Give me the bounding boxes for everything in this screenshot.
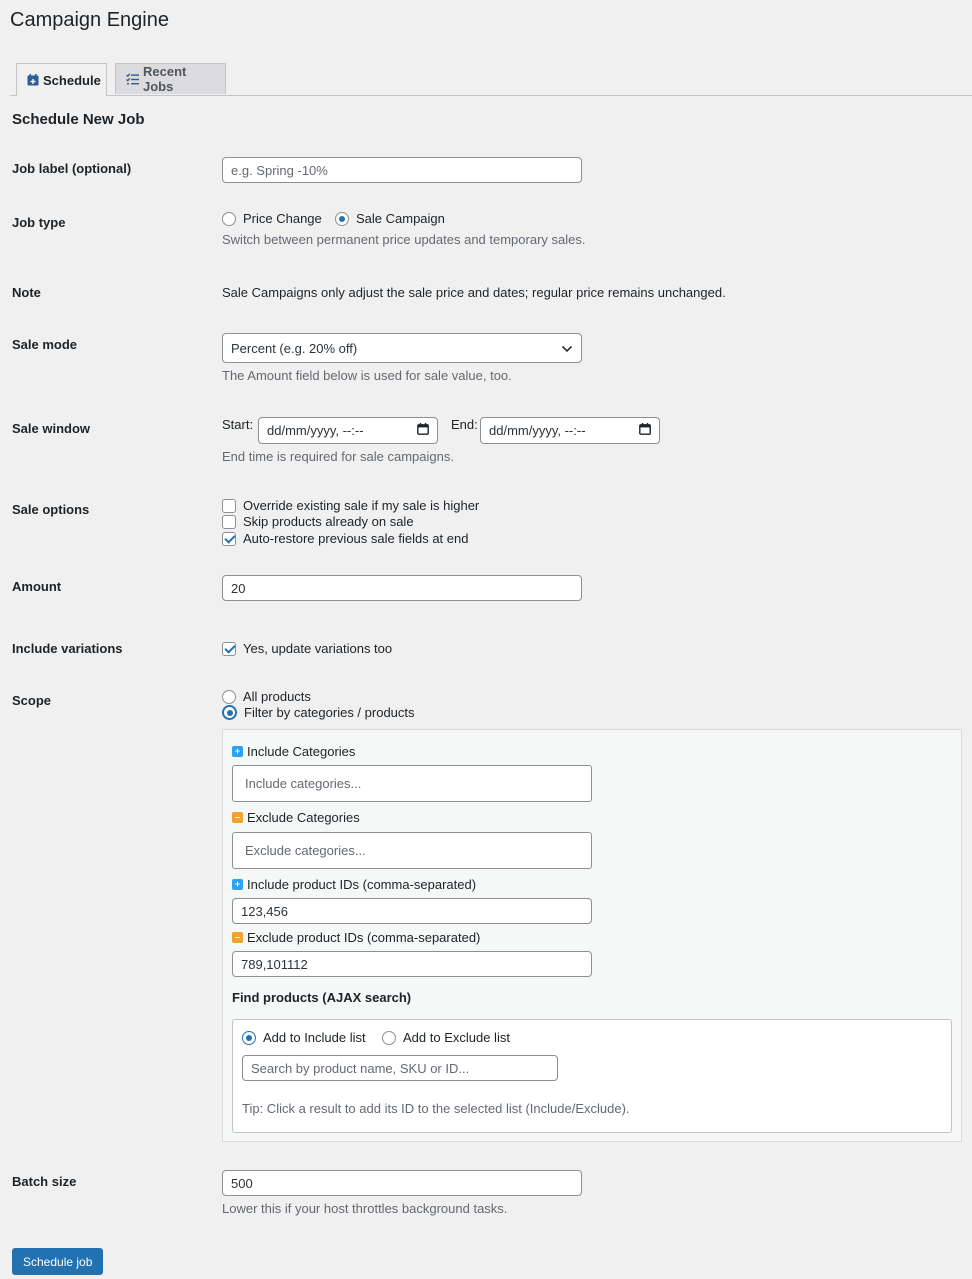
sale-option-auto-restore-checkbox[interactable] <box>222 532 236 546</box>
scope-all-products[interactable] <box>222 689 311 704</box>
include-categories-label-text: Include Categories <box>247 744 356 759</box>
exclude-ids-label <box>232 930 480 945</box>
job-type-sale-campaign[interactable] <box>335 211 445 226</box>
scope-filter-radio[interactable] <box>222 705 237 720</box>
checklist-icon <box>126 73 139 85</box>
sale-mode-label: Sale mode <box>12 337 78 352</box>
scope-filter-label: Filter by categories / products <box>244 705 415 720</box>
add-to-include-option[interactable] <box>242 1030 366 1045</box>
sale-option-override[interactable] <box>222 498 479 513</box>
sale-option-override-checkbox[interactable] <box>222 499 236 513</box>
sale-window-description: End time is required for sale campaigns. <box>222 449 454 464</box>
job-label-input[interactable] <box>222 157 582 183</box>
page-title: Campaign Engine <box>10 9 169 31</box>
job-type-price-change-radio[interactable] <box>222 212 236 226</box>
sale-window-start-label: Start: <box>222 417 254 432</box>
include-variations-option[interactable] <box>222 641 392 656</box>
include-variations-label: Include variations <box>12 641 123 656</box>
job-type-sale-campaign-label: Sale Campaign <box>356 211 445 226</box>
include-ids-input[interactable] <box>232 898 592 924</box>
batch-size-label: Batch size <box>12 1174 77 1189</box>
job-type-label: Job type <box>12 215 66 230</box>
exclude-ids-label-text: Exclude product IDs (comma-separated) <box>247 930 481 945</box>
add-to-exclude-radio[interactable] <box>382 1031 396 1045</box>
note-label: Note <box>12 285 41 300</box>
calendar-icon[interactable] <box>417 423 429 438</box>
chevron-down-icon <box>561 341 573 356</box>
job-type-sale-campaign-radio[interactable] <box>335 212 349 226</box>
exclude-categories-field[interactable] <box>232 832 592 869</box>
include-variations-option-label: Yes, update variations too <box>243 641 393 656</box>
sale-options-label: Sale options <box>12 502 90 517</box>
note-text: Sale Campaigns only adjust the sale price and dates; regular price remains unchanged. <box>222 285 726 300</box>
add-to-include-radio[interactable] <box>242 1031 256 1045</box>
sale-window-end-label: End: <box>451 417 478 432</box>
sale-option-auto-restore-label: Auto-restore previous sale fields at end <box>243 531 469 546</box>
section-title: Schedule New Job <box>12 111 145 128</box>
include-categories-placeholder: Include categories... <box>245 776 362 791</box>
find-products-tip: Tip: Click a result to add its ID to the selected list (Include/Exclude). <box>242 1101 630 1116</box>
batch-size-description: Lower this if your host throttles background tasks. <box>222 1201 508 1216</box>
include-variations-checkbox[interactable] <box>222 642 236 656</box>
include-categories-label <box>232 744 355 759</box>
scope-label: Scope <box>12 693 52 708</box>
schedule-job-button[interactable]: Schedule job <box>12 1248 103 1275</box>
sale-window-start-input[interactable] <box>258 417 438 444</box>
sale-option-skip[interactable] <box>222 514 414 529</box>
sale-mode-value: Percent (e.g. 20% off) <box>231 340 358 356</box>
job-label-label: Job label (optional) <box>12 161 132 176</box>
tab-schedule-label: Schedule <box>43 72 101 88</box>
sale-mode-select[interactable] <box>222 333 582 363</box>
sale-mode-description: The Amount field below is used for sale value, too. <box>222 368 512 383</box>
tab-recent-jobs[interactable] <box>115 63 226 94</box>
sale-option-skip-label: Skip products already on sale <box>243 514 414 529</box>
exclude-categories-label-text: Exclude Categories <box>247 810 360 825</box>
exclude-ids-input[interactable] <box>232 951 592 977</box>
find-products-title: Find products (AJAX search) <box>232 990 412 1005</box>
tab-schedule[interactable] <box>16 63 107 96</box>
sale-option-auto-restore[interactable] <box>222 531 468 546</box>
sale-window-end-value: dd/mm/yyyy, --:-- <box>489 423 586 438</box>
minus-icon: – <box>232 932 243 943</box>
job-type-description: Switch between permanent price updates and temporary sales. <box>222 232 586 247</box>
product-search-input[interactable] <box>242 1055 558 1081</box>
add-to-include-label: Add to Include list <box>263 1030 366 1045</box>
scope-all-products-radio[interactable] <box>222 690 236 704</box>
add-to-exclude-label: Add to Exclude list <box>403 1030 510 1045</box>
minus-icon: – <box>232 812 243 823</box>
exclude-categories-label <box>232 810 360 825</box>
amount-label: Amount <box>12 579 62 594</box>
include-categories-field[interactable] <box>232 765 592 802</box>
calendar-icon[interactable] <box>639 423 651 438</box>
exclude-categories-placeholder: Exclude categories... <box>245 843 366 858</box>
sale-window-end-input[interactable] <box>480 417 660 444</box>
sale-window-start-value: dd/mm/yyyy, --:-- <box>267 423 364 438</box>
scope-filter[interactable] <box>222 705 415 720</box>
sale-option-override-label: Override existing sale if my sale is higher <box>243 498 480 513</box>
plus-icon: + <box>232 879 243 890</box>
add-to-exclude-option[interactable] <box>382 1030 510 1045</box>
include-ids-label <box>232 877 476 892</box>
batch-size-input[interactable] <box>222 1170 582 1196</box>
amount-input[interactable] <box>222 575 582 601</box>
scope-all-products-label: All products <box>243 689 311 704</box>
job-type-price-change-label: Price Change <box>243 211 322 226</box>
tab-divider <box>10 95 972 96</box>
sale-option-skip-checkbox[interactable] <box>222 515 236 529</box>
calendar-plus-icon <box>27 74 39 86</box>
job-type-price-change[interactable] <box>222 211 322 226</box>
sale-window-label: Sale window <box>12 421 91 436</box>
include-ids-label-text: Include product IDs (comma-separated) <box>247 877 477 892</box>
tab-recent-jobs-label: Recent Jobs <box>143 64 187 94</box>
plus-icon: + <box>232 746 243 757</box>
